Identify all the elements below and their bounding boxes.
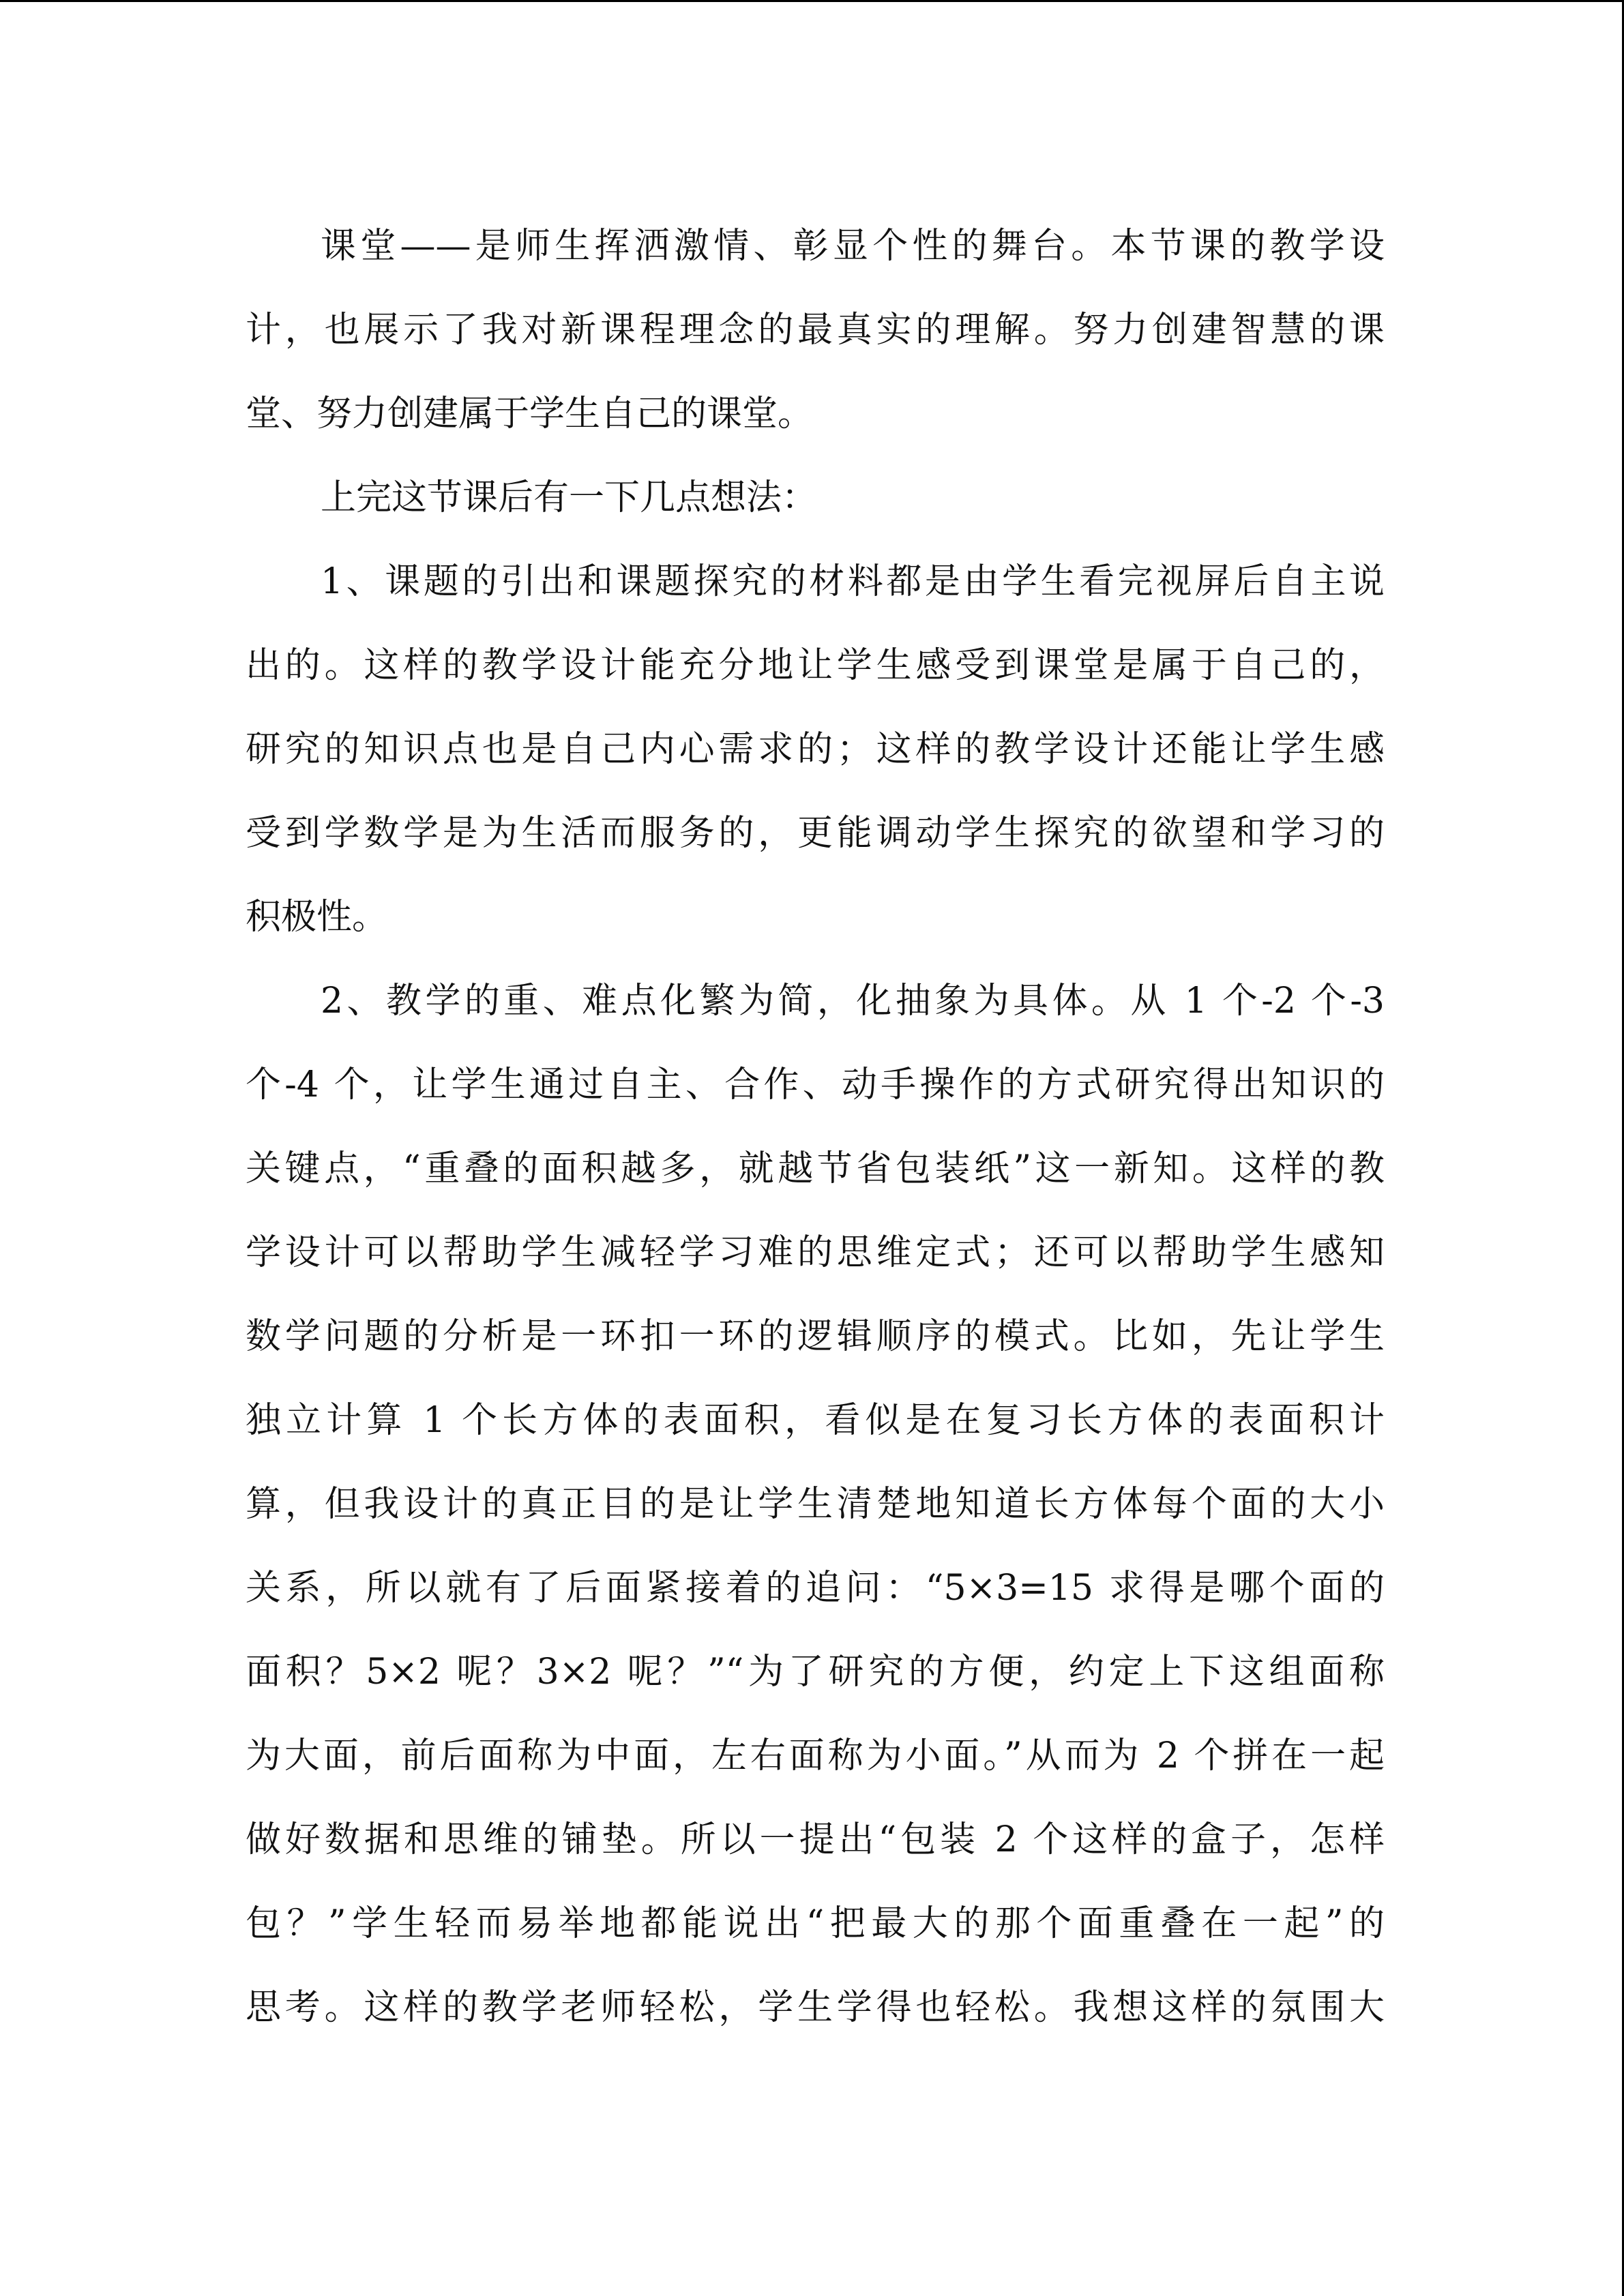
paragraph-point-1 bbox=[246, 540, 1385, 959]
text-line: 受到学数学是为生活而服务的，更能调动学生探究的欲望和学习的 bbox=[246, 813, 1385, 854]
text-line: 面积？5×2 呢？3×2 呢？”“为了研究的方便，约定上下这组面称 bbox=[246, 1652, 1385, 1693]
text-line: 课堂——是师生挥洒激情、彰显个性的舞台。本节课的教学设 bbox=[321, 226, 1385, 267]
text-line: 关系，所以就有了后面紧接着的追问：“5×3=15 求得是哪个面的 bbox=[246, 1568, 1385, 1609]
document-body bbox=[246, 205, 1385, 2050]
text-line: 上完这节课后有一下几点想法： bbox=[321, 477, 818, 518]
text-line: 个-4 个，让学生通过自主、合作、动手操作的方式研究得出知识的 bbox=[246, 1064, 1385, 1105]
paragraph-intro bbox=[246, 205, 1385, 456]
text-line: 研究的知识点也是自己内心需求的；这样的教学设计还能让学生感 bbox=[246, 729, 1385, 770]
text-line: 包？”学生轻而易举地都能说出“把最大的那个面重叠在一起”的 bbox=[246, 1903, 1385, 1944]
text-line: 2、教学的重、难点化繁为简，化抽象为具体。从 1 个-2 个-3 bbox=[321, 981, 1385, 1022]
text-line: 数学问题的分析是一环扣一环的逻辑顺序的模式。比如，先让学生 bbox=[246, 1316, 1385, 1357]
text-line: 出的。这样的教学设计能充分地让学生感受到课堂是属于自己的， bbox=[246, 645, 1385, 686]
text-line: 为大面，前后面称为中面，左右面称为小面。”从而为 2 个拼在一起 bbox=[246, 1735, 1385, 1776]
text-line: 学设计可以帮助学生减轻学习难的思维定式；还可以帮助学生感知 bbox=[246, 1232, 1385, 1273]
text-line: 做好数据和思维的铺垫。所以一提出“包装 2 个这样的盒子，怎样 bbox=[246, 1819, 1385, 1860]
text-line: 思考。这样的教学老师轻松，学生学得也轻松。我想这样的氛围大 bbox=[246, 1987, 1385, 2028]
text-line: 独立计算 1 个长方体的表面积，看似是在复习长方体的表面积计 bbox=[246, 1400, 1385, 1441]
paragraph-point-2 bbox=[246, 959, 1385, 2050]
text-line: 算，但我设计的真正目的是让学生清楚地知道长方体每个面的大小 bbox=[246, 1484, 1385, 1525]
text-line: 关键点，“重叠的面积越多，就越节省包装纸”这一新知。这样的教 bbox=[246, 1148, 1385, 1189]
text-line: 计，也展示了我对新课程理念的最真实的理解。努力创建智慧的课 bbox=[246, 310, 1385, 351]
text-line: 堂、努力创建属于学生自己的课堂。 bbox=[246, 393, 814, 434]
text-line: 积极性。 bbox=[246, 897, 388, 938]
text-line: 1、课题的引出和课题探究的材料都是由学生看完视屏后自主说 bbox=[321, 561, 1385, 602]
paragraph-thoughts-heading bbox=[246, 456, 1385, 540]
